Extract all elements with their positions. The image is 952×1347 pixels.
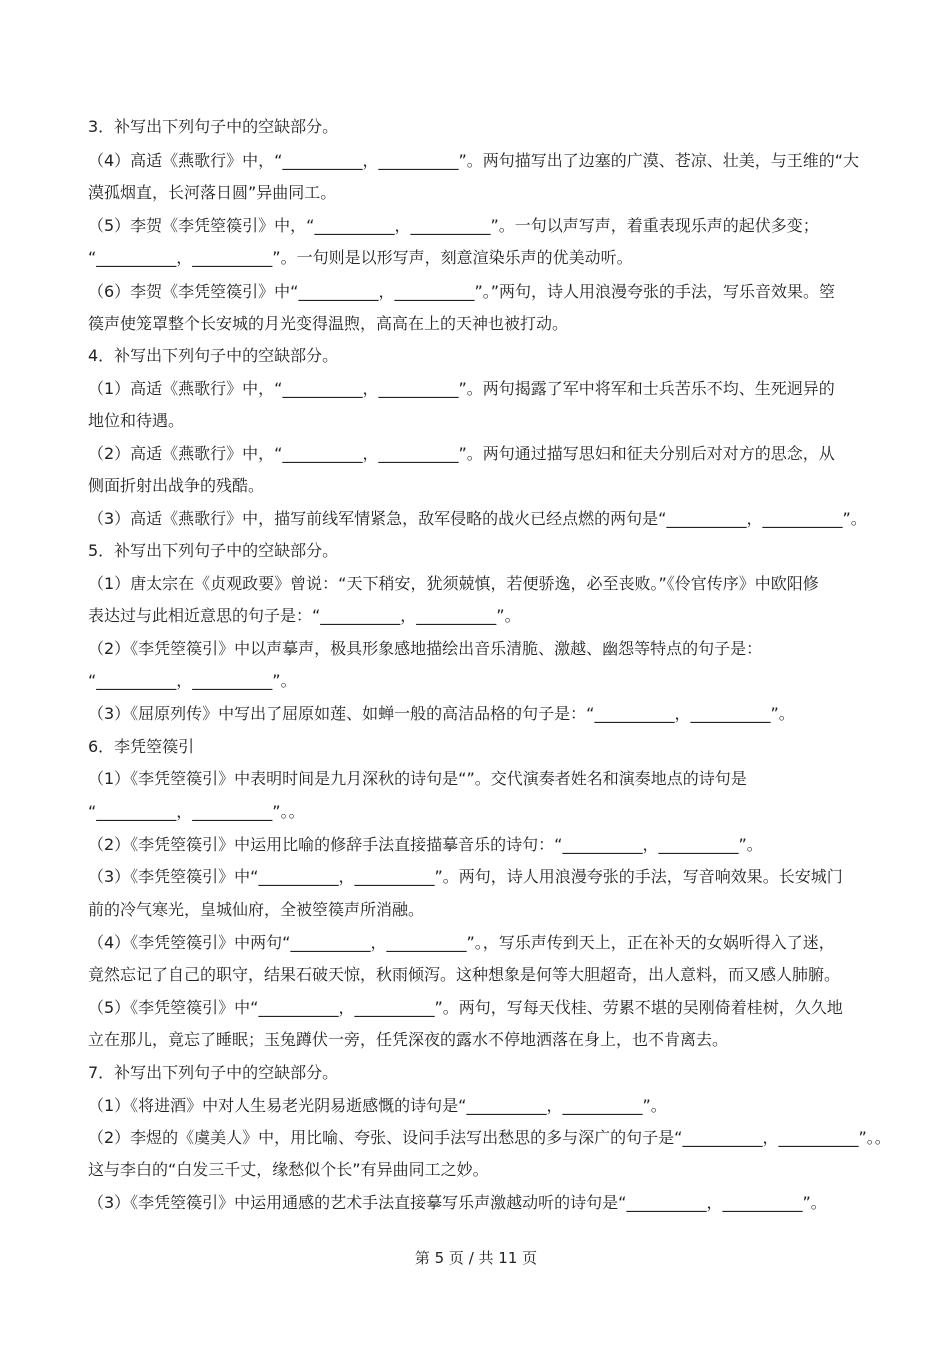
question-3-heading: 3．补写出下列句子中的空缺部分。 xyxy=(88,117,339,136)
text-line: （5）《李凭箜篌引》中“__________，__________”。两句，写每天伐桂、劳累不堪的吴刚倚着桂树，久久地 xyxy=(88,998,843,1017)
text-line: 竟然忘记了自己的职守，结果石破天惊，秋雨倾泻。这种想象是何等大胆超奇，出人意料，而又感人肺腑。 xyxy=(88,965,841,984)
text-line: （5）李贺《李凭箜篌引》中，“__________，__________”。一句以声写声，着重表现乐声的起伏多变； xyxy=(88,216,819,235)
text-line: （1）《李凭箜篌引》中表明时间是九月深秋的诗句是“”。交代演奏者姓名和演奏地点的诗句是 xyxy=(88,769,747,788)
text-line: （2）《李凭箜篌引》中以声摹声，极具形象感地描绘出音乐清脆、激越、幽怨等特点的句子是： xyxy=(88,639,763,658)
text-line: 前的冷气寒光，皇城仙府，全被箜篌声所消融。 xyxy=(88,900,425,919)
text-line: “__________，__________”。 xyxy=(88,671,297,690)
text-line: （4）《李凭箜篌引》中两句“__________，__________”。，写乐声传到天上，正在补天的女娲听得入了迷， xyxy=(88,933,835,952)
text-line: （2）李煜的《虞美人》中，用比喻、夸张、设问手法写出愁思的多与深广的句子是“__________，__________”。。 xyxy=(88,1128,891,1147)
question-4-heading: 4．补写出下列句子中的空缺部分。 xyxy=(88,346,339,365)
text-line: （3）《李凭箜篌引》中“__________，__________”。两句，诗人用浪漫夸张的手法，写音响效果。长安城门 xyxy=(88,867,843,886)
question-7-heading: 7．补写出下列句子中的空缺部分。 xyxy=(88,1063,339,1082)
text-line: （3）高适《燕歌行》中，描写前线军情紧急，敌军侵略的战火已经点燃的两句是“__________，__________”。 xyxy=(88,509,867,528)
text-line: （1）唐太宗在《贞观政要》曾说：“天下稍安，犹须兢慎，若便骄逸，必至丧败。”《伶官传序》中欧阳修 xyxy=(88,574,819,593)
text-line: （1）《将进酒》中对人生易老光阴易逝感慨的诗句是“__________，__________”。 xyxy=(88,1096,667,1115)
text-line: （4）高适《燕歌行》中，“__________，__________”。两句描写出了边塞的广漠、苍凉、壮美，与王维的“大 xyxy=(88,151,860,170)
text-line: 这与李白的“白发三千丈，缘愁似个长”有异曲同工之妙。 xyxy=(88,1160,489,1179)
text-line: 漠孤烟直，长河落日圆”异曲同工。 xyxy=(88,183,337,202)
question-6-heading: 6．李凭箜篌引 xyxy=(88,737,195,756)
text-line: （6）李贺《李凭箜篌引》中“__________，__________”。”两句，诗人用浪漫夸张的手法，写乐音效果。箜 xyxy=(88,282,836,301)
text-line: （1）高适《燕歌行》中，“__________，__________”。两句揭露了军中将军和士兵苦乐不均、生死迥异的 xyxy=(88,379,835,398)
text-line: （3）《李凭箜篌引》中运用通感的艺术手法直接摹写乐声激越动听的诗句是“__________，__________”。 xyxy=(88,1193,827,1212)
text-line: （2）高适《燕歌行》中，“__________，__________”。两句通过描写思妇和征夫分别后对对方的思念，从 xyxy=(88,444,835,463)
text-line: （3）《屈原列传》中写出了屈原如莲、如蝉一般的高洁品格的句子是：“__________，__________”。 xyxy=(88,704,795,723)
text-line: （2）《李凭箜篌引》中运用比喻的修辞手法直接描摹音乐的诗句：“__________，__________”。 xyxy=(88,835,763,854)
question-5-heading: 5．补写出下列句子中的空缺部分。 xyxy=(88,541,339,560)
text-line: 侧面折射出战争的残酷。 xyxy=(88,476,265,495)
text-line: 篌声使笼罩整个长安城的月光变得温煦，高高在上的天神也被打动。 xyxy=(88,314,569,333)
text-line: 立在那儿，竟忘了睡眠；玉兔蹲伏一旁，任凭深夜的露水不停地洒落在身上，也不肯离去。 xyxy=(88,1030,729,1049)
text-line: 表达过与此相近意思的句子是：“__________，__________”。 xyxy=(88,606,521,625)
text-line: “__________，__________”。。 xyxy=(88,802,305,821)
text-line: 地位和待遇。 xyxy=(88,411,185,430)
text-line: “__________，__________”。一句则是以形写声，刻意渲染乐声的优美动听。 xyxy=(88,248,633,267)
page-number-footer: 第 5 页 / 共 11 页 xyxy=(414,1249,538,1267)
